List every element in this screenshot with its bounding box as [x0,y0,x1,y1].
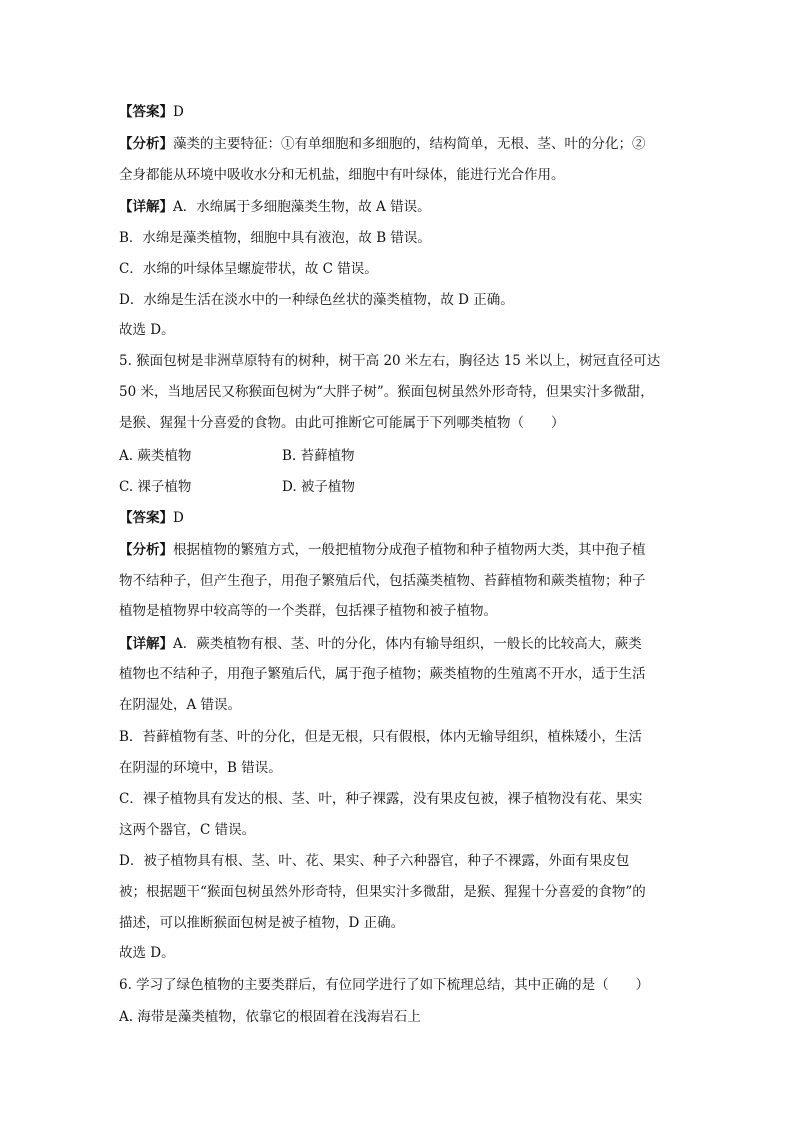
q5-option-a: A. 蕨类植物 [119,448,192,464]
q5-detail-line-5: 在阴湿的环境中，B 错误。 [119,760,282,776]
q5-detail-line-9: 被；根据题干“猴面包树虽然外形奇特，但果实汁多微甜，是猴、猩猩十分喜爱的食物”的 [119,884,646,900]
q5-option-c: C. 裸子植物 [119,479,192,495]
q4-detail-line-4: D．水绵是生活在淡水中的一种绿色丝状的藻类植物，故 D 正确。 [119,292,514,308]
q4-detail-line-3: C．水绵的叶绿体呈螺旋带状，故 C 错误。 [119,261,378,277]
q5-answer [119,508,679,528]
q6-option-a: A. 海带是藻类植物，依靠它的根固着在浅海岩石上 [119,1009,421,1025]
q5-detail-line-6: C．裸子植物具有发达的根、茎、叶，种子裸露，没有果皮包被，裸子植物没有花、果实 [119,791,643,807]
q5-option-d: D. 被子植物 [282,479,355,495]
q5-analysis-line-2: 物不结种子，但产生孢子，用孢子繁殖后代，包括藻类植物、苔藓植物和蕨类植物；种子 [119,573,646,589]
q5-conclusion: 故选 D。 [119,945,175,961]
q4-detail-line-1 [119,197,679,217]
detail-tag: 【详解】 [119,636,173,652]
q4-detail-line-2: B．水绵是藻类植物，细胞中具有液泡，故 B 错误。 [119,230,431,246]
q5-analysis-line-1 [119,540,679,560]
q5-detail-line-4: B．苔藓植物有茎、叶的分化，但是无根，只有假根，体内无输导组织，植株矮小，生活 [119,729,642,745]
detail-text: A．水绵属于多细胞藻类生物，故 A 错误。 [173,199,431,215]
q5-stem-line-3: 是猴、猩猩十分喜爱的食物。由此可推断它可能属于下列哪类植物（ ） [119,415,565,431]
detail-text: A．蕨类植物有根、茎、叶的分化，体内有输导组织，一般长的比较高大，蕨类 [173,636,642,652]
q4-analysis-line-1 [119,134,679,154]
q4-answer [119,102,679,122]
q5-detail-line-1 [119,634,679,654]
q5-option-b: B. 苔藓植物 [282,448,355,464]
answer-value: D [173,104,184,120]
analysis-tag: 【分析】 [119,542,173,558]
q5-analysis-line-3: 植物是植物界中较高等的一个类群，包括裸子植物和被子植物。 [119,603,497,619]
q5-detail-line-3: 在阴湿处，A 错误。 [119,697,242,713]
answer-tag: 【答案】 [119,104,173,120]
analysis-text: 根据植物的繁殖方式，一般把植物分成孢子植物和种子植物两大类，其中孢子植 [173,542,646,558]
q5-stem-line-1: 5. 猴面包树是非洲草原特有的树种，树干高 20 米左右，胸径达 15 米以上，树冠直径可达 [119,353,661,369]
q6-stem: 6. 学习了绿色植物的主要类群后，有位同学进行了如下梳理总结，其中正确的是（ ） [119,977,650,993]
q5-detail-line-10: 描述，可以推断猴面包树是被子植物，D 正确。 [119,915,405,931]
q5-detail-line-7: 这两个器官，C 错误。 [119,822,256,838]
q5-detail-line-2: 植物也不结种子，用孢子繁殖后代，属于孢子植物；蕨类植物的生殖离不开水，适于生活 [119,666,646,682]
q5-detail-line-8: D．被子植物具有根、茎、叶、花、果实、种子六种器官，种子不裸露，外面有果皮包 [119,853,630,869]
q4-conclusion: 故选 D。 [119,322,175,338]
detail-tag: 【详解】 [119,199,173,215]
answer-tag: 【答案】 [119,510,173,526]
analysis-text: 藻类的主要特征：①有单细胞和多细胞的，结构简单，无根、茎、叶的分化；② [173,136,646,152]
answer-value: D [173,510,184,526]
analysis-tag: 【分析】 [119,136,173,152]
q4-analysis-line-2: 全身都能从环境中吸收水分和无机盐，细胞中有叶绿体，能进行光合作用。 [119,167,565,183]
q5-stem-line-2: 50 米，当地居民又称猴面包树为“大胖子树”。猴面包树虽然外形奇特，但果实汁多微甜， [119,384,654,400]
